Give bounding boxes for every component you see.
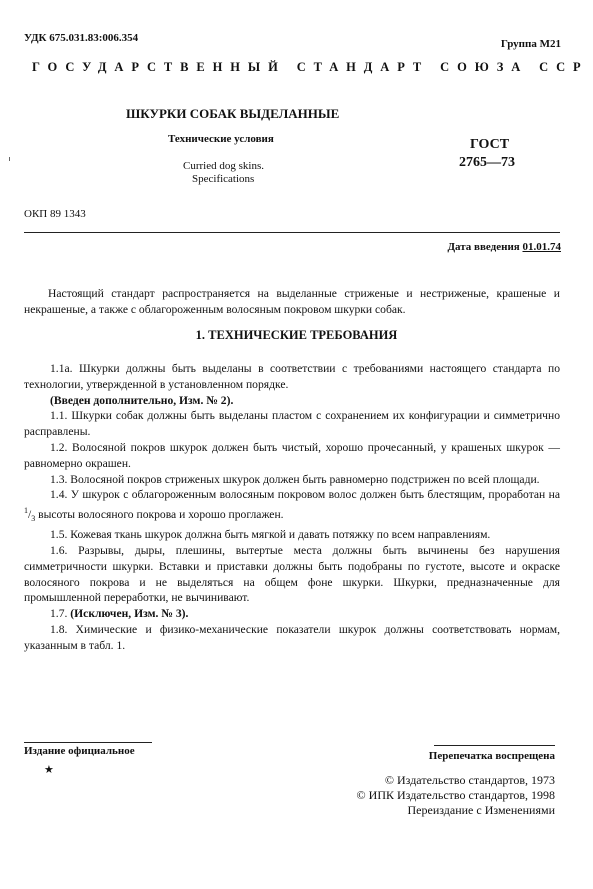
effective-date bbox=[447, 241, 561, 253]
title-divider bbox=[24, 232, 560, 233]
footer-rule-left bbox=[24, 742, 152, 743]
document-subtitle: Технические условия bbox=[168, 133, 274, 145]
state-standard-heading: ГОСУДАРСТВЕННЫЙ СТАНДАРТ СОЮЗА ССР bbox=[32, 60, 589, 74]
official-edition-label: Издание официальное bbox=[24, 745, 135, 757]
date-value: 01.01.74 bbox=[522, 241, 561, 253]
gost-label: ГОСТ bbox=[470, 137, 510, 152]
paragraph-1-6: 1.6. Разрывы, дыры, плешины, вытертые места должны быть вычинены без нарушения симметричности шкурки. Вставки и приставки должны быть подобраны по густоте, высоте и окраске волосяного покрова и не выделяться на общем фоне шкурки. Шкурки, предназначенные для промышленной переработки, не вычинивают. bbox=[24, 543, 560, 605]
section-heading: 1. ТЕХНИЧЕСКИЕ ТРЕБОВАНИЯ bbox=[195, 328, 398, 342]
udk-code: УДК 675.031.83:006.354 bbox=[24, 32, 139, 44]
paragraph-1-8: 1.8. Химические и физико-механические показатели шкурок должны соответствовать нормам, указанным в табл. 1. bbox=[24, 622, 560, 652]
paragraph-1-3: 1.3. Волосяной покров стриженых шкурок должен быть равномерно подстрижен по всей площади. bbox=[50, 472, 540, 486]
fraction-denominator: 3 bbox=[31, 514, 36, 524]
date-label: Дата введения bbox=[447, 241, 520, 253]
paragraph-1-4-end: высоты волосяного покрова и хорошо проглажен. bbox=[35, 508, 284, 522]
paragraph-1-2: 1.2. Волосяной покров шкурок должен быть чистый, хорошо прочесанный, у крашеных шкурок — равномерно окрашен. bbox=[24, 440, 560, 470]
amendment-note-1-1a: (Введен дополнительно, Изм. № 2). bbox=[50, 393, 234, 407]
scan-speck bbox=[9, 157, 10, 161]
reprint-prohibited-label: Перепечатка воспрещена bbox=[428, 750, 555, 762]
group-code: Группа М21 bbox=[500, 38, 561, 50]
english-subtitle: Specifications bbox=[192, 173, 255, 185]
document-title: ШКУРКИ СОБАК ВЫДЕЛАННЫЕ bbox=[126, 106, 340, 121]
paragraph-1-4-start: 1.4. У шкурок с облагороженным волосяным покровом волос должен быть блестящим, проработан на bbox=[50, 488, 560, 502]
copyright-1998: © ИПК Издательство стандартов, 1998 bbox=[356, 788, 555, 802]
footer-rule-right bbox=[434, 745, 555, 746]
paragraph-1-7-number: 1.7. bbox=[50, 607, 71, 621]
gost-number: 2765—73 bbox=[459, 155, 515, 170]
paragraph-1-5: 1.5. Кожевая ткань шкурок должна быть мягкой и давать потяжку по всем направлениям. bbox=[50, 528, 491, 542]
fraction-numerator: 1 bbox=[24, 506, 28, 516]
paragraph-1-7 bbox=[24, 606, 560, 622]
paragraph-1-4: 1.4. У шкурок с облагороженным волосяным покровом волос должен быть блестящим, проработан на $^1/_3$ высоты волосяного покрова и хорошо проглажен. bbox=[24, 488, 560, 524]
section-body bbox=[24, 361, 560, 654]
okp-code: ОКП 89 1343 bbox=[24, 208, 86, 220]
paragraph-1-1a: 1.1а. Шкурки должны быть выделаны в соответствии с требованиями настоящего стандарта по технологии, утвержденной в установленном порядке. bbox=[24, 362, 560, 391]
copyright-1973: © Издательство стандартов, 1973 bbox=[384, 773, 555, 787]
star-mark: ★ bbox=[44, 764, 54, 776]
amendment-note-1-7: (Исключен, Изм. № 3). bbox=[70, 607, 189, 621]
intro-paragraph: Настоящий стандарт распространяется на выделанные стриженые и нестриженые, крашеные и некрашеные, а также с облагороженным волосяным покровом шкурки собак. bbox=[24, 287, 560, 316]
paragraph-1-1: 1.1. Шкурки собак должны быть выделаны пластом с сохранением их конфигурации и симметрично расправлены. bbox=[24, 409, 560, 439]
english-title: Curried dog skins. bbox=[183, 160, 264, 172]
reissue-note: Переиздание с Изменениями bbox=[407, 803, 555, 817]
